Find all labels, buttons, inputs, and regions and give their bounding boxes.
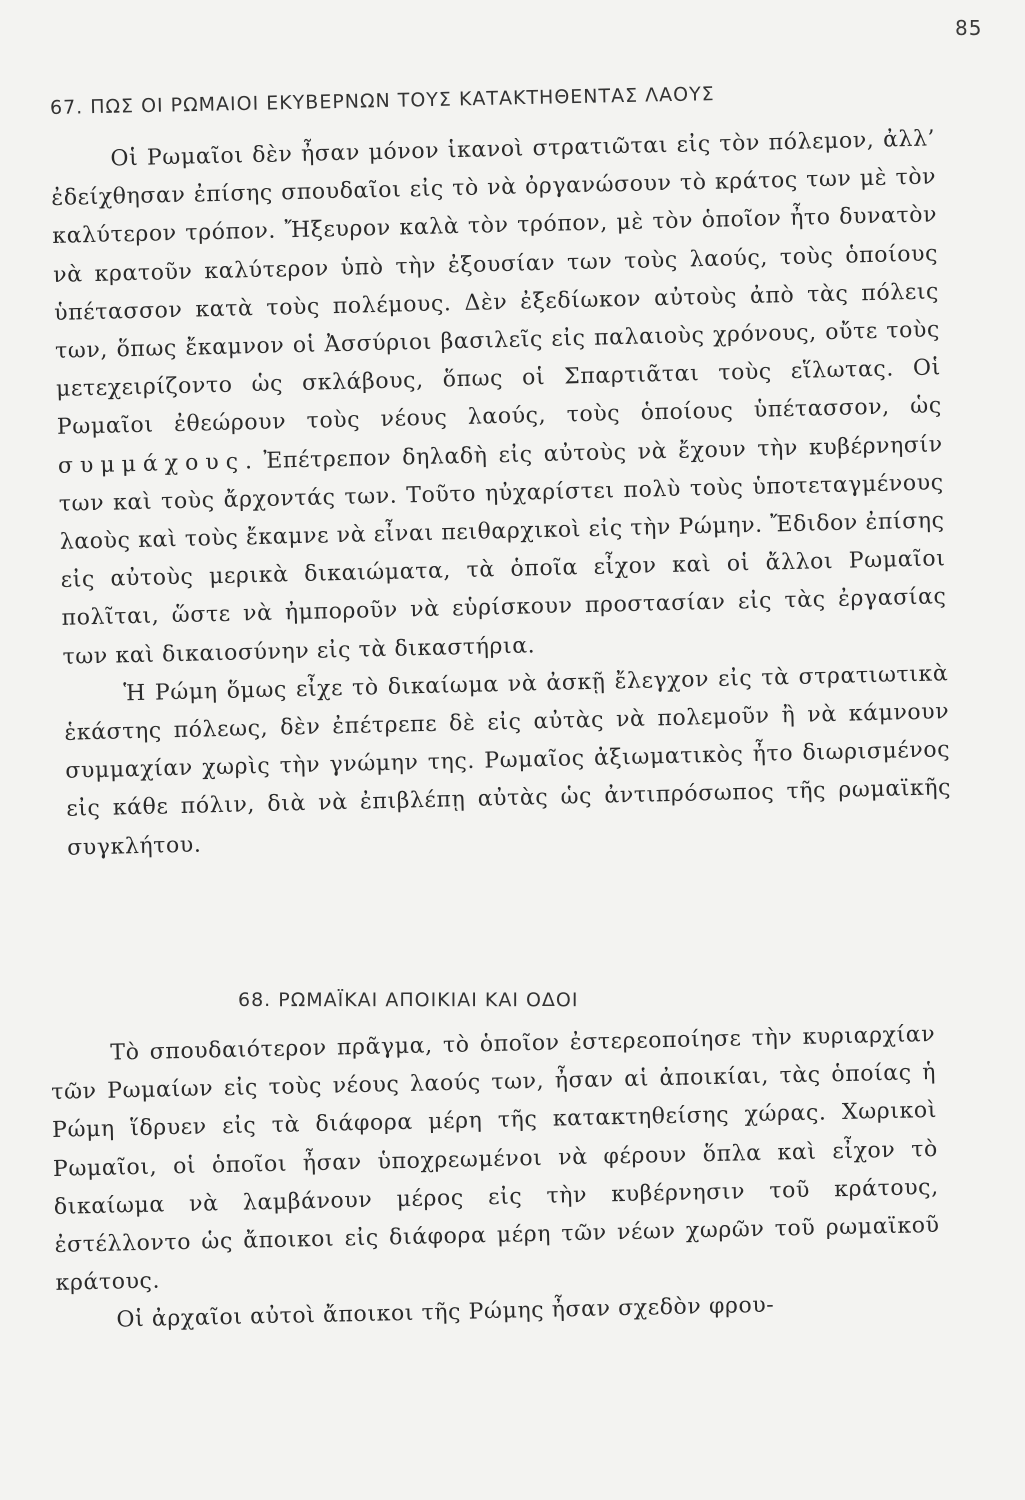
paragraph-text: Οἱ Ρωμαῖοι δὲν ἦσαν μόνον ἱκανοὶ στρατιῶται εἰς τὸν πόλεμον, ἀλλ’ ἐδείχθησαν ἐπίσης σπουδαῖοι εἰς τὸ νὰ ὀργανώσουν τὸ κράτος των μὲ τὸν καλύτερον τρόπον. Ἤξευρον καλὰ τὸν τρόπον, μὲ τὸν ὁποῖον ἦτο δυνατὸν νὰ κρατοῦν καλύτερον ὑπὸ τὴν ἐξουσίαν των τοὺς λαούς, τοὺς ὁποίους ὑπέτασσον κατὰ τοὺς πολέμους. Δὲν ἐξεδίωκον αὐτοὺς ἀπὸ τὰς πόλεις των, ὅπως ἔκαμνον οἱ Ἀσσύριοι βασιλεῖς εἰς παλαιοὺς χρόνους, οὔτε τοὺς μετεχειρίζοντο ὡς σκλάβους, ὅπως οἱ Σπαρτιᾶται τοὺς εἵλωτας. Οἱ Ρωμαῖοι ἐθεώρουν τοὺς νέους λαούς, τοὺς ὁποίους ὑπέτασσον, ὡς	[51, 126, 943, 441]
section-heading-67: 67. ΠΩΣ ΟΙ ΡΩΜΑΙΟΙ ΕΚΥΒΕΡΝΩΝ ΤΟΥΣ ΚΑΤΑΚΤΗΘΕΝΤΑΣ ΛΑΟΥΣ	[49, 83, 715, 119]
paragraph: Ἡ Ρώμη ὅμως εἶχε τὸ δικαίωμα νὰ ἀσκῇ ἔλεγχον εἰς τὰ στρατιωτικὰ ἑκάστης πόλεως, δὲν ἐπέτρεπε δὲ εἰς αὐτὰς νὰ πολεμοῦν ἢ νὰ κάμνουν συμμαχίαν χωρὶς τὴν γνώμην της. Ρωμαῖος ἀξιωματικὸς ἦτο διωρισμένος εἰς κάθε πόλιν, διὰ νὰ ἐπιβλέπῃ αὐτὰς ὡς ἀντιπρόσωπος τῆς ρωμαϊκῆς συγκλήτου.	[64, 661, 952, 861]
section-heading-68: 68. ΡΩΜΑΪΚΑΙ ΑΠΟΙΚΙΑΙ ΚΑΙ ΟΔΟΙ	[238, 989, 579, 1011]
emphasis-text: συμμάχους	[57, 448, 246, 479]
paragraph	[50, 120, 948, 676]
paragraph: Τὸ σπουδαιότερον πρᾶγμα, τὸ ὁποῖον ἐστερεοποίησε τὴν κυριαρχίαν τῶν Ρωμαίων εἰς τοὺς νέους λαούς των, ἦσαν αἱ ἀποικίαι, τὰς ὁποίας ἡ Ρώμη ἵδρυεν εἰς τὰ διάφορα μέρη τῆς κατακτηθείσης χώρας. Χωρικοὶ Ρωμαῖοι, οἱ ὁποῖοι ἦσαν ὑποχρεωμένοι νὰ φέρουν ὅπλα καὶ εἶχον τὸ δικαίωμα νὰ λαμβάνουν μέρος εἰς τὴν κυβέρνησιν τοῦ κράτους, ἐστέλλοντο ὡς ἄποικοι εἰς διάφορα μέρη τῶν νέων χωρῶν τοῦ ρωμαϊκοῦ κράτους.	[51, 1021, 940, 1297]
paragraph: Οἱ ἀρχαῖοι αὐτοὶ ἄποικοι τῆς Ρώμης ἦσαν σχεδὸν φρου-	[116, 1293, 775, 1333]
section-body-68	[50, 1016, 942, 1342]
section-body-67	[50, 120, 952, 867]
paragraph-text-continued: . Ἐπέτρεπον δηλαδὴ εἰς αὐτοὺς νὰ ἔχουν τὴν κυβέρνησίν των καὶ τοὺς ἄρχοντάς των. Τοῦτο ηὐχαρίστει πολὺ τοὺς ὑποτεταγμένους λαοὺς καὶ τοὺς ἔκαμνε νὰ εἶναι πειθαρχικοὶ εἰς τὴν Ρώμην. Ἔδιδον ἐπίσης εἰς αὐτοὺς μερικὰ δικαιώματα, τὰ ὁποῖα εἶχον καὶ οἱ ἄλλοι Ρωμαῖοι πολῖται, ὥστε νὰ ἠμποροῦν νὰ εὑρίσκουν προστασίαν εἰς τὰς ἐργασίας των καὶ δικαιοσύνην εἰς τὰ δικαστήρια.	[58, 431, 947, 670]
page-number: 85	[955, 16, 983, 40]
